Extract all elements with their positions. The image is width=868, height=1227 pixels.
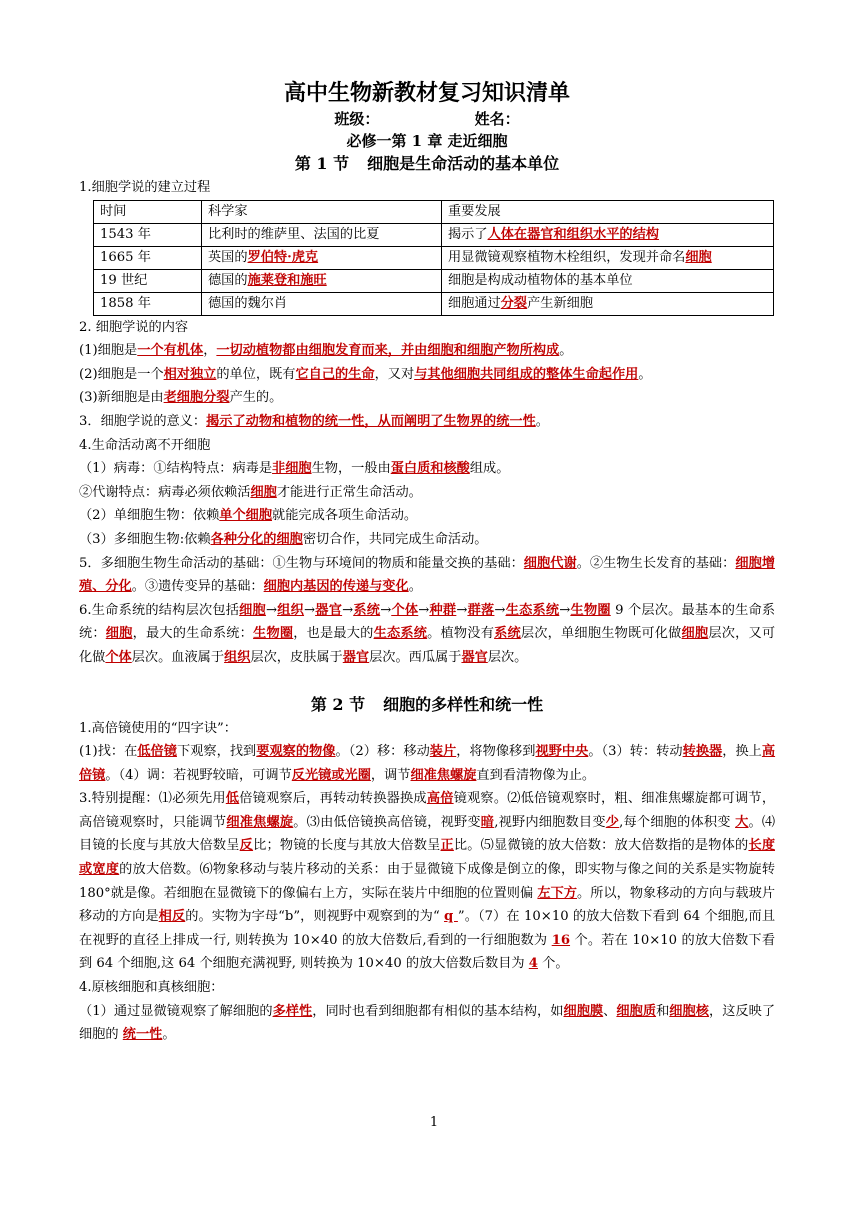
text-run: 英国的	[208, 249, 248, 265]
text-run: （2）单细胞生物：依赖	[79, 508, 220, 524]
answer-text: 细胞增殖、分化	[79, 555, 776, 595]
answer-text: 装片	[429, 744, 457, 760]
text-run: →	[559, 602, 571, 618]
text-run: 下观察，找到	[176, 744, 257, 760]
rich-paragraph	[79, 787, 775, 976]
answer-text: q	[443, 909, 458, 925]
answer-text: 系统	[494, 626, 521, 642]
answer-text: 细胞膜	[563, 1003, 604, 1019]
text-run: 镜观察。⑵低倍镜观察时，粗、细准焦螺旋都可调节，高倍镜观察时，只能调节	[79, 791, 776, 830]
text-run: →	[265, 602, 278, 618]
life-activity-title: 4.生命活动离不开细胞	[79, 437, 211, 453]
text-run: ，	[203, 343, 217, 359]
text-run: 才能进行正常生命活动。	[276, 484, 422, 500]
text-run: 层次，又可化做	[79, 626, 776, 665]
text-run: 。	[638, 366, 652, 382]
text-run: 产生新细胞	[527, 295, 594, 311]
text-run: →	[304, 602, 316, 618]
answer-text: 器官	[342, 649, 370, 665]
text-run: ,每个细胞的体积变	[619, 814, 736, 830]
answer-text: 个体	[105, 649, 132, 665]
answer-text: 单个细胞	[219, 508, 273, 524]
history-table	[93, 200, 774, 316]
text-run: 。（2）移：移动	[335, 744, 430, 760]
answer-text: 细准焦螺旋	[226, 814, 294, 830]
text-run: (2)细胞是一个	[79, 366, 164, 382]
text-run: 细胞通过	[448, 295, 501, 311]
text-run: →	[418, 602, 430, 618]
text-run: ②代谢特点：病毒必须依赖活	[79, 484, 251, 500]
rich-paragraph	[79, 363, 775, 387]
text-run: 。②生物生长发育的基础：	[576, 555, 736, 571]
section1-number: 第 1 节	[294, 154, 350, 173]
text-run: 。	[535, 413, 549, 429]
answer-text: 多样性	[272, 1003, 313, 1019]
answer-text: 生物圈	[253, 626, 294, 642]
text-run: 。⑷目镜的长度与其放大倍数呈	[79, 814, 776, 854]
text-run: →	[342, 602, 354, 618]
text-run: 层次。	[487, 649, 528, 665]
answer-text: 系统	[353, 602, 381, 618]
rich-paragraph	[79, 740, 775, 787]
text-run: 比；物镜的长度与其放大倍数呈	[253, 838, 441, 854]
text-run: 的单位，既有	[216, 366, 296, 382]
text-run: 和	[656, 1003, 670, 1019]
table-cell-time: 1858 年	[94, 292, 202, 315]
text-run: ，又对	[374, 366, 415, 382]
microscope-title: 1.高倍镜使用的“四字诀”：	[79, 720, 237, 736]
text-run: （3）多细胞生物:依赖	[79, 531, 211, 547]
text-run: ”。（7）在 10×10 的放大倍数下看到 64 个细胞,而且在视野的直径上排成一行, 则转换为 10×40 的放大倍数后,看到的一行细胞数为	[79, 909, 776, 948]
text-run: 就能完成各项生命活动。	[272, 508, 418, 524]
rich-paragraph	[79, 339, 775, 363]
text-run: 的。实物为字母“b”，则视野中观察到的为“	[185, 909, 444, 925]
text-run: 6.生命系统的结构层次包括	[79, 602, 240, 618]
text-run: 的放大倍数。⑹物象移动与装片移动的关系：由于显微镜下成像是倒立的像，即实物与像之间的关系是实物旋转 180°就是像。若细胞在显微镜下的像偏右上方，实际在装片中细胞的位置则偏	[79, 862, 776, 901]
text-run: 德国的	[208, 272, 248, 288]
table-cell-time: 1665 年	[94, 246, 202, 269]
answer-text: 大	[735, 814, 749, 830]
answer-text: 细胞核	[669, 1003, 709, 1019]
answer-text: 老细胞分裂	[163, 390, 230, 406]
text-run: 。	[408, 579, 422, 595]
name-label: 姓名：	[474, 110, 520, 128]
answer-text: 高倍	[426, 791, 454, 807]
table-cell-development	[442, 292, 774, 315]
answer-text: 细胞	[105, 626, 133, 642]
text-run: 层次，单细胞生物既可化做	[520, 626, 682, 642]
text-run: 5．多细胞生物生命活动的基础：①生物与环境间的物质和能量交换的基础：	[79, 555, 524, 571]
answer-text: 细胞质	[616, 1003, 657, 1019]
text-run: 个。若在 10×10 的放大倍数下看到 64 个细胞,这 64 个细胞充满视野, 则转换为 10×40 的放大倍数后数目为	[79, 932, 776, 972]
answer-text: 群落	[467, 602, 495, 618]
text-run: 生物，一般由	[311, 461, 391, 477]
answer-text: 器官	[461, 649, 488, 665]
table-cell-scientist: 德国的魏尔肖	[202, 292, 442, 315]
text-run: 。	[162, 1027, 176, 1043]
text-run: ，最大的生命系统：	[132, 626, 254, 642]
table-cell-scientist	[202, 269, 442, 292]
answer-text: 4	[528, 956, 538, 972]
chapter-heading: 必修一第 1 章 走近细胞	[346, 132, 508, 150]
section2-number: 第 2 节	[310, 694, 366, 714]
section2-title: 细胞的多样性和统一性	[383, 694, 544, 714]
text-run: （1）病毒：①结构特点：病毒是	[79, 461, 273, 477]
table-cell-development	[442, 223, 774, 246]
text-run: 倍镜观察后，再转动转换器换成	[239, 791, 427, 807]
rich-paragraph	[79, 552, 775, 599]
text-run: ,视野内细胞数目变	[494, 814, 606, 830]
text-run: 。所以，物象移动的方向与载玻片移动的方向是	[79, 885, 776, 925]
rich-paragraph	[79, 504, 775, 528]
text-run: ，也是最大的	[293, 626, 374, 642]
history-title: 1.细胞学说的建立过程	[79, 180, 211, 195]
text-run: 产生的。	[229, 390, 283, 406]
rich-paragraph	[79, 410, 775, 434]
answer-text: 低	[225, 791, 240, 807]
text-run: 层次，皮肤属于	[250, 649, 343, 665]
table-header: 重要发展	[442, 200, 774, 223]
answer-text: 反光镜或光圈	[291, 767, 371, 783]
answer-text: 细胞	[250, 484, 277, 500]
answer-text: 暗	[480, 814, 495, 830]
text-run: →	[380, 602, 392, 618]
answer-text: 反	[239, 838, 254, 854]
rich-paragraph	[79, 457, 775, 481]
text-run: 。③遗传变异的基础：	[131, 579, 264, 595]
answer-text: 左下方	[537, 885, 578, 901]
text-run: 比。⑸显微镜的放大倍数：放大倍数指的是物体的	[453, 838, 749, 854]
answer-text: 高倍镜	[79, 744, 776, 783]
answer-text: 它自己的生命	[295, 366, 375, 382]
answer-text: 长度或宽度	[79, 838, 776, 878]
text-run: 个。	[537, 956, 569, 972]
answer-text: 细胞代谢	[523, 555, 577, 571]
table-row	[94, 269, 774, 292]
answer-text: 视野中央	[535, 744, 589, 760]
answer-text: 生态系统	[373, 626, 428, 642]
answer-text: 种群	[429, 602, 457, 618]
table-cell-time: 19 世纪	[94, 269, 202, 292]
answer-text: 细胞	[685, 249, 712, 265]
text-run: (3)新细胞是由	[79, 390, 164, 406]
answer-text: 罗伯特·虎克	[247, 249, 319, 265]
page-number: 1	[429, 1115, 439, 1130]
text-run: ，同时也看到细胞都有相似的基本结构，如	[312, 1003, 564, 1019]
text-run: ，调节	[370, 767, 411, 783]
answer-text: 人体在器官和组织水平的结构	[487, 226, 659, 242]
rich-paragraph	[79, 528, 775, 552]
answer-text: 施莱登和施旺	[247, 272, 327, 288]
text-run: ，换上	[722, 744, 762, 760]
table-row	[94, 223, 774, 246]
answer-text: 细胞	[239, 602, 266, 618]
table-header: 时间	[94, 200, 202, 223]
class-label: 班级：	[334, 110, 380, 128]
answer-text: 少	[605, 814, 620, 830]
text-run: (1)找：在	[79, 744, 138, 760]
answer-text: 一个有机体	[137, 343, 204, 359]
answer-text: 生物圈	[570, 602, 611, 618]
table-cell-time: 1543 年	[94, 223, 202, 246]
table-cell-development: 细胞是构成动植物体的基本单位	[442, 269, 774, 292]
answer-text: 一切动植物都由细胞发育而来，并由细胞和细胞产物所构成	[216, 343, 560, 359]
answer-text: 各种分化的细胞	[210, 531, 303, 547]
text-run: 组成。	[469, 461, 510, 477]
answer-text: 转换器	[682, 744, 723, 760]
answer-text: 细准焦螺旋	[410, 767, 477, 783]
rich-paragraph	[79, 386, 775, 410]
text-run: 。⑶由低倍镜换高倍镜，视野变	[293, 814, 481, 830]
text-run: 、	[603, 1003, 617, 1019]
table-row	[94, 246, 774, 269]
text-run: 3.特别提醒：⑴必须先用	[79, 791, 226, 807]
table-row	[94, 292, 774, 315]
answer-text: 分裂	[500, 295, 528, 311]
answer-text: 低倍镜	[137, 744, 177, 760]
text-run: 层次。西瓜属于	[369, 649, 462, 665]
text-run: 。（4）调：若视野较暗，可调节	[105, 767, 292, 783]
answer-text: 器官	[315, 602, 343, 618]
prokaryote-title: 4.原核细胞和真核细胞：	[79, 980, 224, 996]
text-run: 揭示了	[448, 226, 488, 242]
text-run: 。	[559, 343, 573, 359]
text-run: →	[456, 602, 468, 618]
answer-text: 组织	[224, 649, 251, 665]
section1-heading	[79, 152, 775, 176]
text-run: 直到看清物像为止。	[476, 767, 596, 783]
answer-text: 生态系统	[505, 602, 560, 618]
cell-theory-content-title: 2. 细胞学说的内容	[79, 319, 189, 335]
rich-paragraph	[79, 1000, 775, 1047]
table-cell-development	[442, 246, 774, 269]
answer-text: 统一性	[122, 1027, 163, 1043]
answer-text: 16	[551, 932, 571, 948]
text-run: →	[494, 602, 506, 618]
answer-text: 细胞内基因的传递与变化	[263, 579, 409, 595]
text-run: 密切合作，共同完成生命活动。	[302, 531, 488, 547]
answer-text: 要观察的物像	[256, 744, 336, 760]
text-run: (1)细胞是	[79, 343, 138, 359]
table-header-row	[94, 200, 774, 223]
table-header: 科学家	[202, 200, 442, 223]
class-name-line	[79, 108, 775, 130]
answer-text: 揭示了动物和植物的统一性，从而阐明了生物界的统一性	[206, 413, 536, 429]
answer-text: 正	[440, 838, 454, 854]
text-run: ，这反映了细胞的	[79, 1003, 776, 1043]
text-run: 9 个层次。最基本的生命系统：	[79, 602, 776, 642]
text-run: 。植物没有	[427, 626, 495, 642]
answer-text: 组织	[277, 602, 305, 618]
text-run: 3．细胞学说的意义：	[79, 413, 207, 429]
text-run: ，将物像移到	[456, 744, 536, 760]
text-run: 用显微镜观察植物木栓组织，发现并命名	[448, 249, 686, 265]
answer-text: 与其他细胞共同组成的整体生命起作用	[414, 366, 639, 382]
text-run: （1）通过显微镜观察了解细胞的	[79, 1003, 273, 1019]
rich-paragraph	[79, 599, 775, 670]
answer-text: 个体	[391, 602, 419, 618]
answer-text: 非细胞	[272, 461, 312, 477]
answer-text: 细胞	[681, 626, 709, 642]
table-cell-scientist: 比利时的维萨里、法国的比夏	[202, 223, 442, 246]
answer-text: 相对独立	[163, 366, 217, 382]
answer-text: 相反	[158, 909, 186, 925]
section1-title: 细胞是生命活动的基本单位	[367, 154, 560, 173]
table-cell-scientist	[202, 246, 442, 269]
text-run: 层次。血液属于	[131, 649, 225, 665]
text-run: 。（3）转：转动	[588, 744, 683, 760]
document-title: 高中生物新教材复习知识清单	[283, 80, 570, 106]
section2-heading	[79, 693, 775, 717]
document-page	[79, 78, 775, 1047]
rich-paragraph	[79, 481, 775, 505]
answer-text: 蛋白质和核酸	[390, 461, 470, 477]
